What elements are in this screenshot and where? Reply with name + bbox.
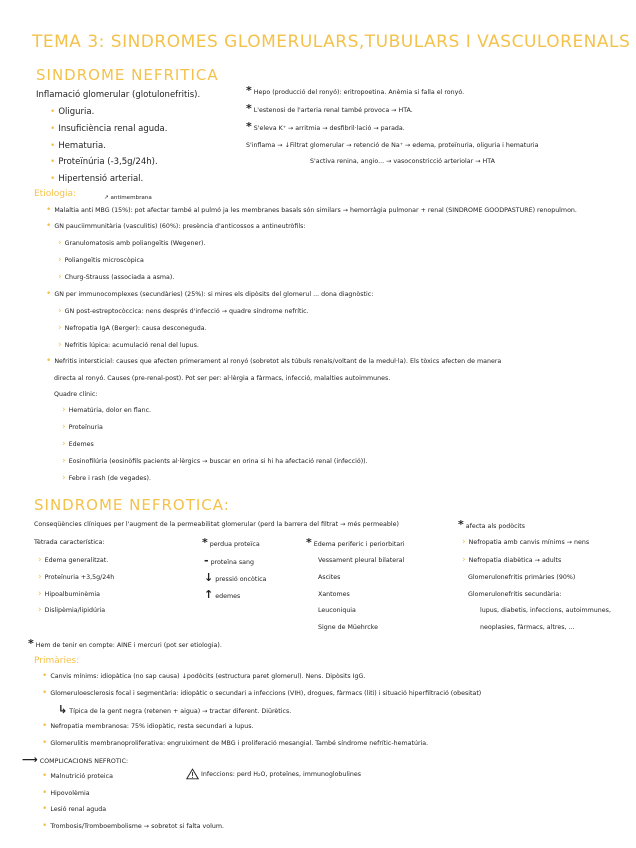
symptom-item: • Oliguria. — [50, 107, 95, 117]
etiology-item: • Malaltia anti MBG (15%): pot afectar també al pulmó ja les membranes basals són similars → hemorràgia pulmonar + renal (SINDROME GOODPASTURE) renopulmon. — [46, 205, 577, 215]
remember-note: * Hem de tenir en compte: AINE i mercuri (pot ser etiologia). — [28, 637, 222, 650]
arrow-icon: › — [462, 537, 466, 547]
edema-item: Vessament pleural bilateral — [318, 557, 405, 564]
tetrad-item: › Proteïnuria +3,5g/24h — [38, 572, 115, 582]
nefrotica-heading: SINDROME NEFROTICA: — [34, 496, 230, 514]
bullet-icon: • — [46, 356, 52, 366]
bullet-icon: • — [42, 671, 48, 681]
primary-item: • Nefropatia membranosa: 75% idiopàtic, resta secundari a lupus. — [42, 721, 254, 731]
bullet-icon: • — [42, 738, 48, 748]
clinic-label: Quadre clínic: — [54, 391, 98, 398]
page-title: TEMA 3: SINDROMES GLOMERULARS,TUBULARS I VASCULORENALS — [32, 32, 631, 52]
warning-icon — [186, 768, 199, 780]
sub-item: › Proteïnuria — [62, 422, 103, 432]
sub-item: › Febre i rash (de vegades). — [62, 473, 151, 483]
bullet-icon: • — [42, 804, 48, 814]
tetrad-item: › Hipoalbuminèmia — [38, 589, 101, 599]
podocits-note: * afecta als podòcits — [458, 518, 526, 531]
bullet-icon: • — [42, 771, 48, 781]
bullet-icon: • — [50, 141, 56, 151]
bullet-icon: • — [50, 107, 56, 117]
arrow-icon: › — [38, 555, 42, 565]
sub-item: › Churg-Strauss (associada a asma). — [58, 272, 175, 282]
arrow-icon: › — [58, 323, 62, 333]
edema-item: * Edema periferic i periorbitari — [306, 536, 405, 549]
complication-item: • Hipovolèmia — [42, 788, 90, 798]
arrow-icon: › — [58, 255, 62, 265]
asterisk-icon: * — [246, 84, 252, 97]
complications-label: ⟶ COMPLICACIONS NEFROTIC: — [22, 753, 129, 766]
nefrotica-intro: Conseqüències clíniques per l'augment de la permeabilitat glomerular (perd la barrera del filtrat → més permeable) — [34, 521, 399, 528]
bullet-icon: • — [50, 157, 56, 167]
arrow-icon: › — [38, 605, 42, 615]
complication-item: • Malnutrició proteica — [42, 771, 113, 781]
type-item: lupus, diabetis, infeccions, autoimmunes, — [480, 607, 611, 614]
bullet-icon: • — [46, 205, 52, 215]
etiology-item: • Nefritis intersticial: causes que afecten primerament al ronyó (sobretot als túbuls renals/voltant de la medul·la). Els tòxics afecten de manera — [46, 356, 502, 366]
primary-item: • Glomeruloesclerosis focal i segmentària: idiopàtic o secundari a infeccions (VIH), drogues, fàrmacs (liti) i situació hiperfiltració (obesitat) — [42, 688, 482, 698]
note-item: * L'estenosi de l'arteria renal també provoca → HTA. — [246, 102, 413, 115]
down-arrow-icon: ↓ — [204, 571, 214, 584]
primary-subitem: ↳ Típica de la gent negra (retenen + aigua) → tractar diferent. Diürètics. — [58, 703, 292, 716]
asterisk-icon: * — [28, 637, 34, 650]
arrow-icon: › — [62, 473, 66, 483]
symptom-item: • Hematuria. — [50, 141, 106, 151]
mechanism-line: S'activa renina, angio... → vasoconstricció arteriolar → HTA — [310, 158, 495, 165]
arrow-icon: › — [58, 306, 62, 316]
arrow-icon: › — [58, 340, 62, 350]
edema-item: Xantomes — [318, 591, 350, 598]
long-arrow-icon: ⟶ — [22, 753, 38, 766]
primary-label: Primàries: — [34, 656, 80, 666]
note-item: * Hepo (producció del ronyó): eritropoetina. Anèmia si falla el ronyó. — [246, 84, 465, 97]
bullet-icon: • — [50, 174, 56, 184]
type-item: Glomerulonefritis secundària: — [468, 591, 562, 598]
sub-item: › Nefropatia IgA (Berger): causa desconeguda. — [58, 323, 207, 333]
edema-item: Leuconiquia — [318, 607, 356, 614]
up-arrow-icon: ↑ — [204, 588, 214, 601]
bullet-icon: • — [46, 221, 52, 231]
type-item: neoplasies, fàrmacs, altres, ... — [480, 624, 575, 631]
mechanism-item: ↑ edemes — [204, 588, 241, 601]
mechanism-item: ↓ pressió oncòtica — [204, 571, 267, 584]
sub-item: › Poliangeïtis microscòpica — [58, 255, 144, 265]
arrow-icon: › — [462, 555, 466, 565]
primary-item: • Glomerulitis membranoproliferativa: engruiximent de MBG i proliferació mesangial. També síndrome nefrític-hematúria. — [42, 738, 429, 748]
nefritica-intro: Inflamació glomerular (glotulonefritis). — [36, 90, 201, 100]
asterisk-icon: * — [202, 536, 208, 549]
tetrad-item: › Dislipèmia/lipidúria — [38, 605, 106, 615]
asterisk-icon: * — [246, 120, 252, 133]
asterisk-icon: * — [458, 518, 464, 531]
bullet-icon: • — [46, 289, 52, 299]
sub-item: › GN post-estreptocòccica: nens després d'infecció → quadre síndrome nefrític. — [58, 306, 309, 316]
tetrad-label: Tètrada característica: — [34, 539, 105, 546]
arrow-icon: › — [58, 272, 62, 282]
mechanism-item: - proteïna sang — [204, 554, 254, 567]
symptom-item: • Proteïnúria (-3,5g/24h). — [50, 157, 158, 167]
bullet-icon: • — [42, 721, 48, 731]
bullet-icon: • — [42, 821, 48, 831]
infection-note: Infeccions: perd H₂O, proteïnes, immunoglobulines — [186, 768, 361, 780]
asterisk-icon: * — [306, 536, 312, 549]
sub-item: › Eosinofilúria (eosinòfils pacients al·lèrgics → buscar en orina si hi ha afectació renal (infecció)). — [62, 456, 368, 466]
bullet-icon: • — [50, 124, 56, 134]
etiology-continued: directa al ronyó. Causes (pre-renal-post). Pot ser per: al·lèrgia a fàrmacs, infecció, malalties autoimmunes. — [54, 375, 391, 382]
minus-icon: - — [204, 554, 209, 567]
asterisk-icon: * — [246, 102, 252, 115]
arrow-icon: › — [58, 238, 62, 248]
turn-arrow-icon: ↳ — [58, 703, 68, 716]
edema-item: Ascites — [318, 574, 341, 581]
tetrad-item: › Edema generalitzat. — [38, 555, 109, 565]
type-item: › Nefropatia amb canvis mínims → nens — [462, 537, 590, 547]
arrow-icon: › — [62, 456, 66, 466]
sub-item: › Edemes — [62, 439, 94, 449]
symptom-item: • Hipertensió arterial. — [50, 174, 144, 184]
antimembrane-note: ↗ antimembrana — [104, 195, 152, 201]
symptom-item: • Insuficiència renal aguda. — [50, 124, 168, 134]
type-item: Glomerulonefritis primàries (90%) — [468, 574, 576, 581]
mechanism-item: * perdua proteïca — [202, 536, 260, 549]
edema-item: Signe de Müehrcke — [318, 624, 378, 631]
sub-item: › Nefritis lúpica: acumulació renal del lupus. — [58, 340, 199, 350]
type-item: › Nefropatia diabètica → adults — [462, 555, 562, 565]
sub-item: › Granulomatosis amb poliangeïtis (Wegener). — [58, 238, 206, 248]
arrow-icon: › — [62, 405, 66, 415]
etiology-item: • GN per immunocomplexes (secundàries) (25%): si mires els dipòsits del glomerul ... dona diagnòstic: — [46, 289, 374, 299]
arrow-icon: › — [38, 572, 42, 582]
arrow-icon: › — [62, 439, 66, 449]
bullet-icon: • — [42, 688, 48, 698]
arrow-icon: › — [38, 589, 42, 599]
bullet-icon: • — [42, 788, 48, 798]
note-item: * S'eleva K⁺ → arritmia → desfibril·lació → parada. — [246, 120, 405, 133]
etiology-item: • GN pauciimmunitària (vasculitis) (60%): presència d'anticossos a antineutròfils: — [46, 221, 306, 231]
complication-item: • Trombosis/Tromboembolisme → sobretot si falta volum. — [42, 821, 224, 831]
sub-item: › Hematúria, dolor en flanc. — [62, 405, 152, 415]
etiology-label: Etiologia: — [34, 189, 76, 199]
nefritica-heading: SINDROME NEFRITICA — [36, 66, 219, 84]
complication-item: • Lesió renal aguda — [42, 804, 107, 814]
mechanism-line: S'inflama → ↓Filtrat glomerular → retenció de Na⁺ → edema, proteïnuria, oliguria i hematuria — [246, 142, 539, 149]
arrow-icon: › — [62, 422, 66, 432]
primary-item: • Canvis mínims: idiopàtica (no sap causa) ↓podòcits (estructura paret glomerul). Nens. Dipòsits IgG. — [42, 671, 366, 681]
